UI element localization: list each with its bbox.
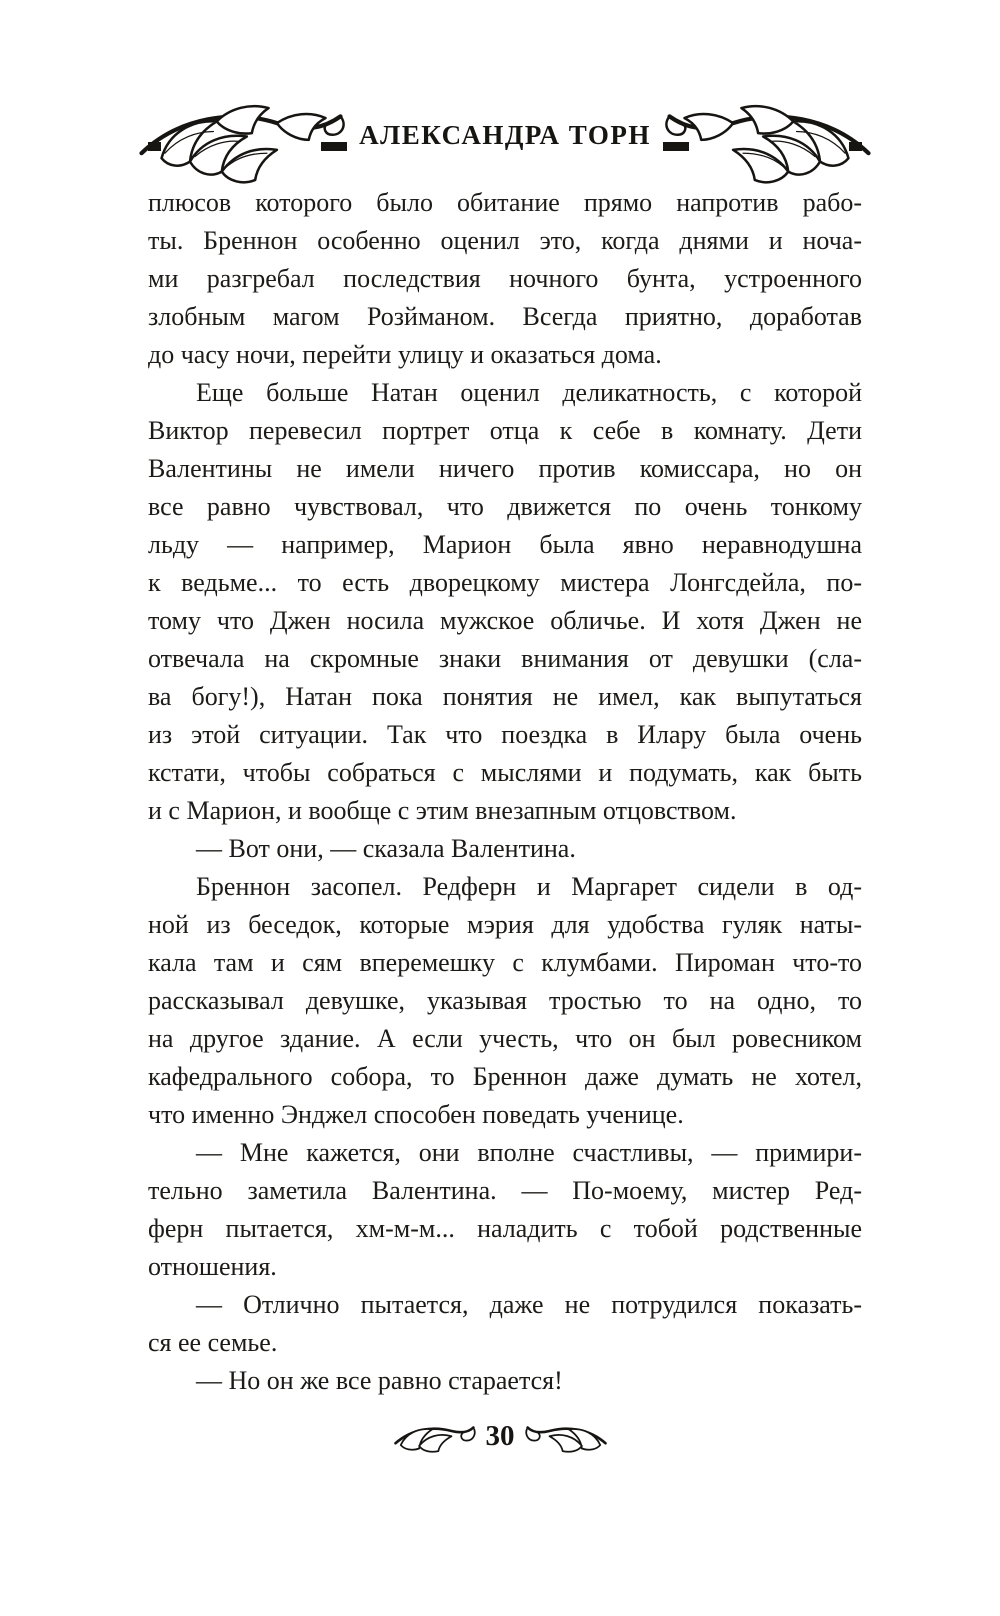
text-line: ми разгребал последствия ночного бунта, устроенного — [148, 264, 862, 293]
text-line: Еще больше Натан оценил деликатность, с которой — [196, 378, 862, 407]
text-line: — Но он же все равно старается! — [196, 1366, 563, 1395]
text-line: — Мне кажется, они вполне счастливы, — примири- — [196, 1138, 862, 1167]
text-line: кафедрального собора, то Бреннон даже думать не хотел, — [148, 1062, 862, 1091]
text-line: тому что Джен носила мужское обличье. И хотя Джен не — [148, 606, 862, 635]
text-line: Виктор перевесил портрет отца к себе в комнату. Дети — [148, 416, 862, 445]
text-line: и с Марион, и вообще с этим внезапным отцовством. — [148, 796, 737, 825]
text-line: рассказывал девушке, указывая тростью то на одно, то — [148, 986, 862, 1015]
text-line: кала там и сям вперемешку с клумбами. Пироман что-то — [148, 948, 862, 977]
text-line: кстати, чтобы собраться с мыслями и подумать, как быть — [148, 758, 862, 787]
acanthus-flourish-icon — [135, 98, 347, 190]
text-line: из этой ситуации. Так что поездка в Илару была очень — [148, 720, 862, 749]
text-line: до часу ночи, перейти улицу и оказаться дома. — [148, 340, 662, 369]
text-line: ферн пытается, хм-м-м... наладить с тобой родственные — [148, 1214, 862, 1243]
acanthus-flourish-icon — [663, 98, 875, 190]
text-line: все равно чувствовал, что движется по очень тонкому — [148, 492, 862, 521]
text-line: — Отлично пытается, даже не потрудился показать- — [196, 1290, 862, 1319]
text-line: что именно Энджел способен поведать ученице. — [148, 1100, 684, 1129]
page-number: 30 — [485, 1419, 515, 1452]
text-line: к ведьме... то есть дворецкому мистера Лонгсдейла, по- — [148, 568, 862, 597]
text-line: ты. Бреннон особенно оценил это, когда днями и ноча- — [148, 226, 862, 255]
text-line: ся ее семье. — [148, 1328, 278, 1357]
running-title: АЛЕКСАНДРА ТОРН — [359, 119, 651, 150]
page-footer — [0, 1408, 1000, 1468]
leaf-sprig-icon — [392, 1421, 476, 1455]
text-line: плюсов которого было обитание прямо напротив рабо- — [148, 188, 862, 217]
text-block — [148, 184, 862, 1400]
text-line: — Вот они, — сказала Валентина. — [196, 834, 576, 863]
text-line: Валентины не имели ничего против комиссара, но он — [148, 454, 862, 483]
text-line: льду — например, Марион была явно неравнодушна — [148, 530, 862, 559]
text-line: Бреннон засопел. Редферн и Маргарет сидели в од- — [196, 872, 862, 901]
text-line: ва богу!), Натан пока понятия не имел, как выпутаться — [148, 682, 862, 711]
text-line: злобным магом Розйманом. Всегда приятно, доработав — [148, 302, 862, 331]
text-line: ной из беседок, которые мэрия для удобства гуляк наты- — [148, 910, 862, 939]
text-line: тельно заметила Валентина. — По-моему, мистер Ред- — [148, 1176, 862, 1205]
leaf-sprig-icon — [525, 1421, 609, 1455]
page-header — [148, 98, 862, 190]
text-line: отношения. — [148, 1252, 277, 1281]
text-line: на другое здание. А если учесть, что он был ровесником — [148, 1024, 862, 1053]
text-line: отвечала на скромные знаки внимания от девушки (сла- — [148, 644, 862, 673]
